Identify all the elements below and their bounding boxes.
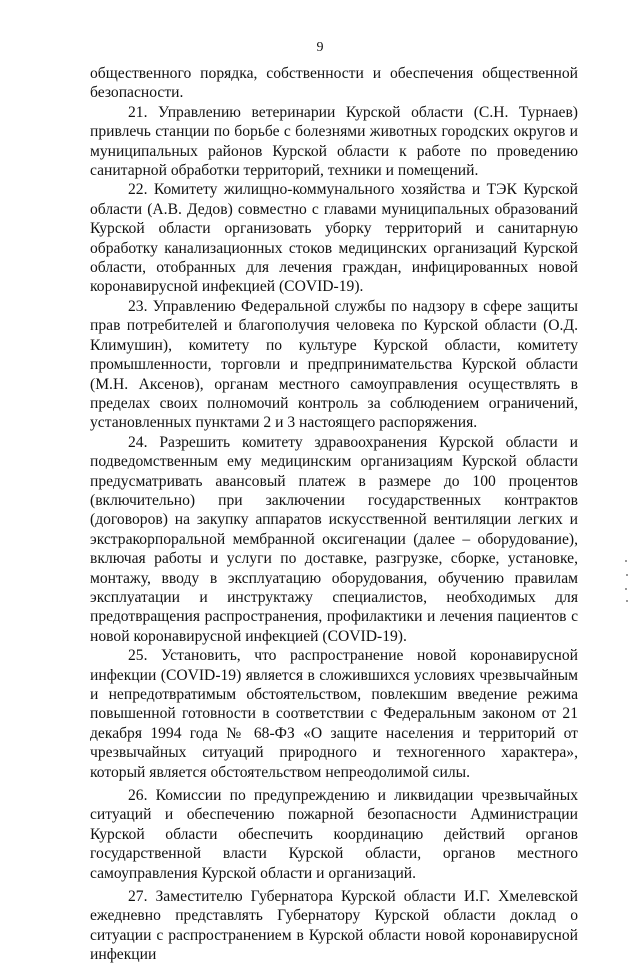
paragraph-25: 25. Установить, что распространение новой коронавирусной инфекции (COVID-19) является в сложившихся условиях чрезвычайным и непредотвратимым обстоятельством, повлекшим введение режима повышенной готовности в соответствии с Федеральным законом от 21 декабря 1994 года № 68-ФЗ «О защите населения и территорий от чрезвычайных ситуаций природного и техногенного характера», который является обстоятельством непреодолимой силы. <box>90 647 578 781</box>
paragraph-26: 26. Комиссии по предупреждению и ликвидации чрезвычайных ситуаций и обеспечению пожарной безопасности Администрации Курской области обеспечить координацию действий органов государственной власти Курской области, органов местного самоуправления Курской области и организаций. <box>90 787 578 882</box>
paragraph-27: 27. Заместителю Губернатора Курской области И.Г. Хмелевской ежедневно представлять Губернатору Курской области доклад о ситуации с распространением в Курской области новой коронавирусной инфекции <box>90 888 578 964</box>
document-body <box>90 64 578 965</box>
paragraph-23: 23. Управлению Федеральной службы по надзору в сфере защиты прав потребителей и благополучия человека по Курской области (О.Д. Климушин), комитету по культуре Курской области, комитету промышленности, торговли и предпринимательства Курской области (М.Н. Аксенов), органам местного самоуправления осуществлять в пределах своих полномочий контроль за соблюдением ограничений, установленных пунктами 2 и 3 настоящего распоряжения. <box>90 297 578 432</box>
paragraph-20-continuation: общественного порядка, собственности и обеспечения общественной безопасности. <box>90 65 578 102</box>
paragraph-22: 22. Комитету жилищно-коммунального хозяйства и ТЭК Курской области (А.В. Дедов) совместно с главами муниципальных образований Курской области организовать уборку территорий и санитарную обработку канализационных стоков медицинских организаций Курской области, отобранных для лечения граждан, инфицированных новой коронавирусной инфекцией (COVID-19). <box>90 181 578 296</box>
scan-margin-mark <box>622 560 632 602</box>
page-number: 9 <box>316 40 324 55</box>
paragraph-21: 21. Управлению ветеринарии Курской области (С.Н. Турнаев) привлечь станции по борьбе с болезнями животных городских округов и муниципальных районов Курской области к работе по проведению санитарной обработки территорий, техники и помещений. <box>90 103 578 180</box>
paragraph-24: 24. Разрешить комитету здравоохранения Курской области и подведомственным ему медицинским организациям Курской области предусматривать авансовый платеж в размере до 100 процентов (включительно) при заключении государственных контрактов (договоров) на закупку аппаратов искусственной вентиляции легких и экстракорпоральной мембранной оксигенации (далее – оборудование), включая работы и услуги по доставке, разгрузке, сборке, установке, монтажу, вводу в эксплуатацию оборудования, обучению правилам эксплуатации и инструктажу специалистов, необходимых для предотвращения распространения, профилактики и лечения пациентов с новой коронавирусной инфекцией (COVID-19). <box>90 433 578 645</box>
